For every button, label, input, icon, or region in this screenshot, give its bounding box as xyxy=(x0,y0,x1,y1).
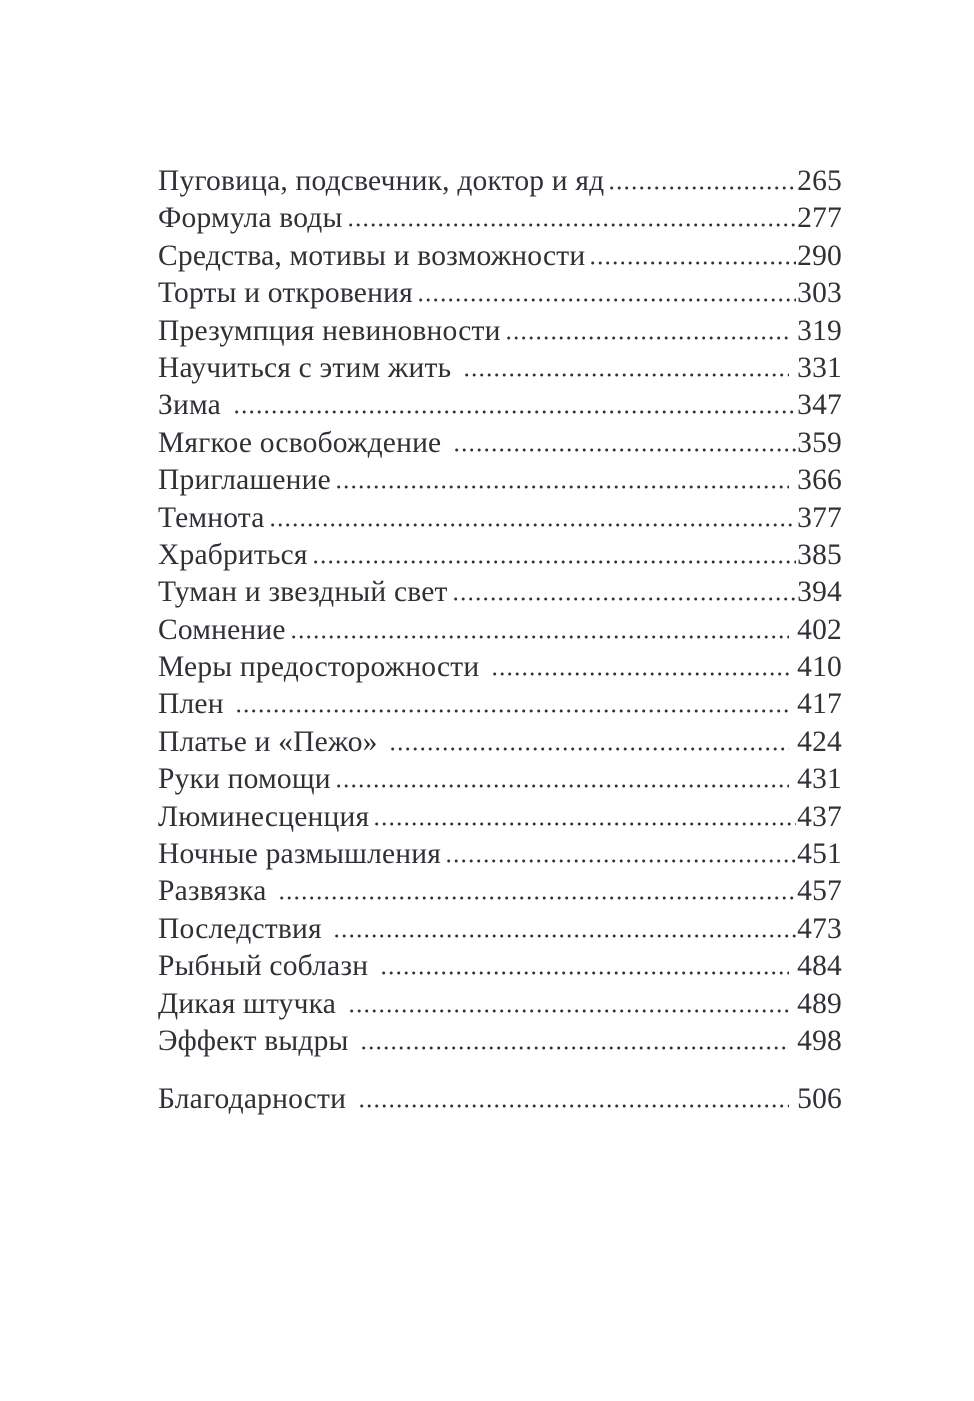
dot-leader xyxy=(271,523,797,527)
chapter-title: Руки помощи xyxy=(158,763,331,796)
toc-row xyxy=(158,163,842,200)
toc-row xyxy=(158,313,842,350)
dot-leader xyxy=(447,859,796,863)
dot-leader xyxy=(335,934,796,938)
page-number: 366 xyxy=(789,464,842,497)
toc-row xyxy=(158,911,842,948)
page-number: 347 xyxy=(797,389,842,422)
page-number: 394 xyxy=(797,576,842,609)
dot-leader xyxy=(454,597,797,601)
page-number: 410 xyxy=(789,651,842,684)
toc-row xyxy=(158,238,842,275)
page-number: 437 xyxy=(797,800,842,833)
dot-leader xyxy=(391,747,788,751)
dot-leader xyxy=(455,448,796,452)
dot-leader xyxy=(337,784,789,788)
chapter-title: Люминесценция xyxy=(158,800,370,833)
dot-leader xyxy=(235,410,797,414)
page-number: 473 xyxy=(797,912,842,945)
toc-row xyxy=(158,948,842,985)
page-number: 506 xyxy=(789,1083,842,1116)
chapter-title: Средства, мотивы и возможности xyxy=(158,239,586,272)
toc-row xyxy=(158,537,842,574)
chapter-title: Зима xyxy=(158,389,229,422)
toc-row xyxy=(158,275,842,312)
toc-row xyxy=(158,649,842,686)
page-number: 451 xyxy=(797,838,842,871)
toc-row xyxy=(158,836,842,873)
chapter-title: Мягкое освобождение xyxy=(158,426,449,459)
chapter-title: Туман и звездный свет xyxy=(158,576,448,609)
page-number: 424 xyxy=(789,725,842,758)
toc-row xyxy=(158,986,842,1023)
page-number: 385 xyxy=(797,538,842,571)
dot-leader xyxy=(507,336,789,340)
chapter-title: Развязка xyxy=(158,875,275,908)
chapter-title: Презумпция невиновности xyxy=(158,314,501,347)
chapter-title: Дикая штучка xyxy=(158,987,344,1020)
chapter-title: Приглашение xyxy=(158,464,331,497)
chapter-title: Меры предосторожности xyxy=(158,651,487,684)
chapter-title: Плен xyxy=(158,688,232,721)
page-number: 498 xyxy=(789,1024,842,1057)
dot-leader xyxy=(493,672,789,676)
chapter-title: Благодарности xyxy=(158,1083,354,1116)
page-number: 290 xyxy=(797,239,842,272)
page-number: 319 xyxy=(789,314,842,347)
dot-leader xyxy=(465,373,789,377)
toc-row xyxy=(158,425,842,462)
dot-leader xyxy=(360,1104,789,1108)
dot-leader xyxy=(419,298,796,302)
toc-row xyxy=(158,686,842,723)
page-number: 303 xyxy=(797,277,842,310)
toc-row xyxy=(158,500,842,537)
toc-row xyxy=(158,873,842,910)
toc-row xyxy=(158,574,842,611)
chapter-title: Последствия xyxy=(158,912,330,945)
chapter-title: Темнота xyxy=(158,501,265,534)
table-of-contents xyxy=(158,163,842,1119)
chapter-title: Храбриться xyxy=(158,538,308,571)
chapter-title: Пуговица, подсвечник, доктор и яд xyxy=(158,165,605,197)
dot-leader xyxy=(362,1046,788,1050)
page-number: 277 xyxy=(797,202,842,235)
chapter-title: Платье и «Пежо» xyxy=(158,725,386,758)
dot-leader xyxy=(337,485,789,489)
chapter-title: Ночные размышления xyxy=(158,838,442,871)
chapter-title: Торты и откровения xyxy=(158,277,413,310)
dot-leader xyxy=(237,709,788,713)
toc-row-acknowledgments xyxy=(158,1081,842,1118)
page-number: 265 xyxy=(797,165,842,197)
toc-row xyxy=(158,350,842,387)
chapter-title: Рыбный соблазн xyxy=(158,950,376,983)
page-number: 484 xyxy=(789,950,842,983)
page-number: 417 xyxy=(789,688,842,721)
page-number: 377 xyxy=(797,501,842,534)
dot-leader xyxy=(375,822,796,826)
chapter-title: Эффект выдры xyxy=(158,1024,357,1057)
dot-leader xyxy=(610,186,796,190)
chapter-title: Формула воды xyxy=(158,202,343,235)
dot-leader xyxy=(350,1009,789,1013)
dot-leader xyxy=(314,560,796,564)
dot-leader xyxy=(280,896,796,900)
toc-row xyxy=(158,799,842,836)
toc-row xyxy=(158,200,842,237)
page-number: 402 xyxy=(789,613,842,646)
page-number: 457 xyxy=(797,875,842,908)
page-number: 359 xyxy=(797,426,842,459)
toc-row xyxy=(158,1023,842,1060)
page-number: 331 xyxy=(789,351,842,384)
toc-row xyxy=(158,612,842,649)
page-number: 489 xyxy=(789,987,842,1020)
toc-row xyxy=(158,724,842,761)
toc-row xyxy=(158,462,842,499)
dot-leader xyxy=(292,635,789,639)
toc-row xyxy=(158,387,842,424)
page-number: 431 xyxy=(789,763,842,796)
chapter-title: Научиться с этим жить xyxy=(158,351,459,384)
chapter-title: Сомнение xyxy=(158,613,286,646)
dot-leader xyxy=(591,261,796,265)
dot-leader xyxy=(349,223,797,227)
toc-row xyxy=(158,761,842,798)
dot-leader xyxy=(382,971,789,975)
